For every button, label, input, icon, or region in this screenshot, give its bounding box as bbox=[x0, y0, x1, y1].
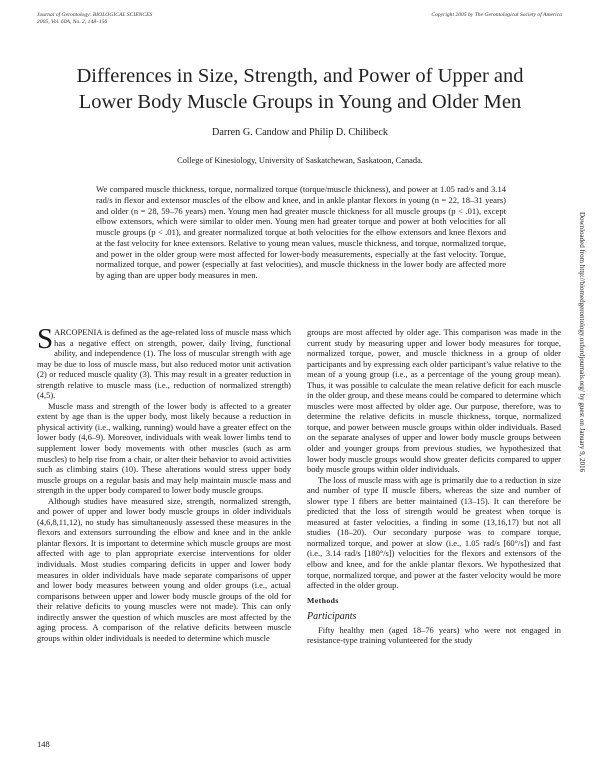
participants-heading: Participants bbox=[307, 611, 357, 623]
journal-citation: 2005, Vol. 60A, No. 2, 148–156 bbox=[37, 19, 108, 25]
intro-paragraph-1 bbox=[37, 323, 291, 401]
download-notice: Downloaded from http://biomedgerontology.oxfordjournals.org/ by guest on January 9, 2016 bbox=[578, 212, 586, 473]
abstract: We compared muscle thickness, torque, normalized torque (torque/muscle thickness), and power at 1.05 rad/s and 3.14 rad/s in flexor and extensor muscles of the elbow and knee, and in ankle plantar flexors in young (n = 22, 18–31 years) and older (n = 28, 59–76 years) men. Young men had greater muscle thickness for all muscle groups (p < .01), except elbow extensors, which were similar to older men. Young men had greater torque and power at both velocities for all muscle groups (p < .01), and greater normalized torque at both velocities for the elbow extensors and knee flexors and at the fast velocity for knee extensors. Relative to young mean values, muscle thickness, and torque, normalized torque, and power in the older group were most affected for lower-body measurements, especially at the fast velocity. Torque, normalized torque, and power (especially at fast velocities), and muscle thickness in the lower body are affected more by aging than are upper body measures in men. bbox=[96, 184, 506, 280]
left-column bbox=[37, 323, 291, 643]
article-title bbox=[30, 63, 570, 115]
drop-cap: S bbox=[37, 323, 54, 355]
intro-paragraph-1-text: is defined as the age-related loss of muscle mass which has a negative effect on strength, power, daily living, functional ability, and independence (1). The loss of muscular strength with age may be due to loss of muscle mass, but also reduced motor unit activation (2) or reduced muscle quality (3). This may result in a greater reduction in strength relative to muscle mass (i.e., reduction of normalized strength) (4,5). bbox=[37, 327, 291, 401]
title-line-1: Differences in Size, Strength, and Power of Upper and bbox=[76, 65, 524, 87]
participants-paragraph: Fifty healthy men (aged 18–76 years) who were not engaged in resistance-type training volunteered for the study bbox=[307, 624, 561, 646]
intro-paragraph-4: groups are most affected by older age. This comparison was made in the current study by measuring upper and lower body measures for torque, normalized torque, power, and muscle thickness in a group of older participants and by expressing each older participant’s value relative to the mean of a young group (i.e., as a percentage of the young group mean). Thus, it was possible to calculate the mean relative deficit for each muscle in the older group, and these means could be compared to determine which muscles were most affected by older age. Our purpose, therefore, was to determine the relative deficits in muscle thickness, torque, normalized torque, and power between muscle groups within older individuals. Based on the separate analyses of upper and lower body muscle groups between older and younger groups from previous studies, we hypothesized that lower body muscle groups would show greater deficits compared to upper body muscle groups within older individuals. bbox=[307, 327, 561, 475]
intro-paragraph-3: Although studies have measured size, strength, normalized strength, and power of upper and lower body muscle groups in older individuals (4,6,8,11,12), no study has simultaneously assessed these measures in the flexors and extensors surrounding the elbow and knee and in the ankle plantar flexors. It is important to determine which muscle groups are most affected with age to plan appropriate exercise interventions for older individuals. Most studies comparing deficits in upper and lower body measures in older individuals have made separate comparisons of upper and lower body measures between young and older groups (i.e., actual comparisons between upper and lower body muscle groups of the old for their relative deficits to young muscles were not made). This can only indirectly answer the question of which muscles are most affected by the aging process. A comparison of the relative deficits between muscle groups within older individuals is needed to determine which muscle bbox=[37, 495, 291, 643]
intro-paragraph-2: Muscle mass and strength of the lower body is affected to a greater extent by age than is the upper body, most likely because a reduction in physical activity (i.e., walking, running) would have a greater effect on the lower body (4,6–9). Moreover, individuals with weak lower limbs tend to supplement lower body movements with other muscles (such as arm muscles) to help rise from a chair, or alter their behavior to avoid activities such as climbing stairs (10). These alterations would stress upper body muscle groups on a regular basis and may help maintain muscle mass and strength in the upper body compared to lower body muscle groups. bbox=[37, 400, 291, 496]
affiliation: College of Kinesiology, University of Saskatchewan, Saskatoon, Canada. bbox=[177, 156, 423, 165]
title-line-2: Lower Body Muscle Groups in Young and Older Men bbox=[78, 91, 522, 113]
page-number: 148 bbox=[37, 739, 50, 749]
authors: Darren G. Candow and Philip D. Chilibeck bbox=[212, 127, 388, 138]
journal-name: Journal of Gerontology: BIOLOGICAL SCIENCES bbox=[37, 12, 153, 18]
journal-header bbox=[37, 12, 152, 26]
intro-paragraph-5: The loss of muscle mass with age is primarily due to a reduction in size and number of type II muscle fibers, whereas the size and number of slower type I fibers are better maintained (13–15). It can therefore be predicted that the loss of strength would be greatest when torque is measured at faster velocities, a finding in some (13,16,17) but not all studies (18–20). Our secondary purpose was to compare torque, normalized torque, and power at slow (i.e., 1.05 rad/s [60°/s]) and fast (i.e., 3.14 rad/s [180°/s]) velocities for the flexors and extensors of the elbow and knee, and for the ankle plantar flexors. We hypothesized that torque, normalized torque, and power at the faster velocity would be more affected in the older group. bbox=[307, 474, 561, 591]
copyright-notice: Copyright 2005 by The Gerontological Society of America bbox=[431, 12, 562, 18]
right-column bbox=[307, 327, 561, 646]
intro-first-word: ARCOPENIA bbox=[54, 327, 102, 337]
methods-heading: Methods bbox=[307, 595, 339, 605]
